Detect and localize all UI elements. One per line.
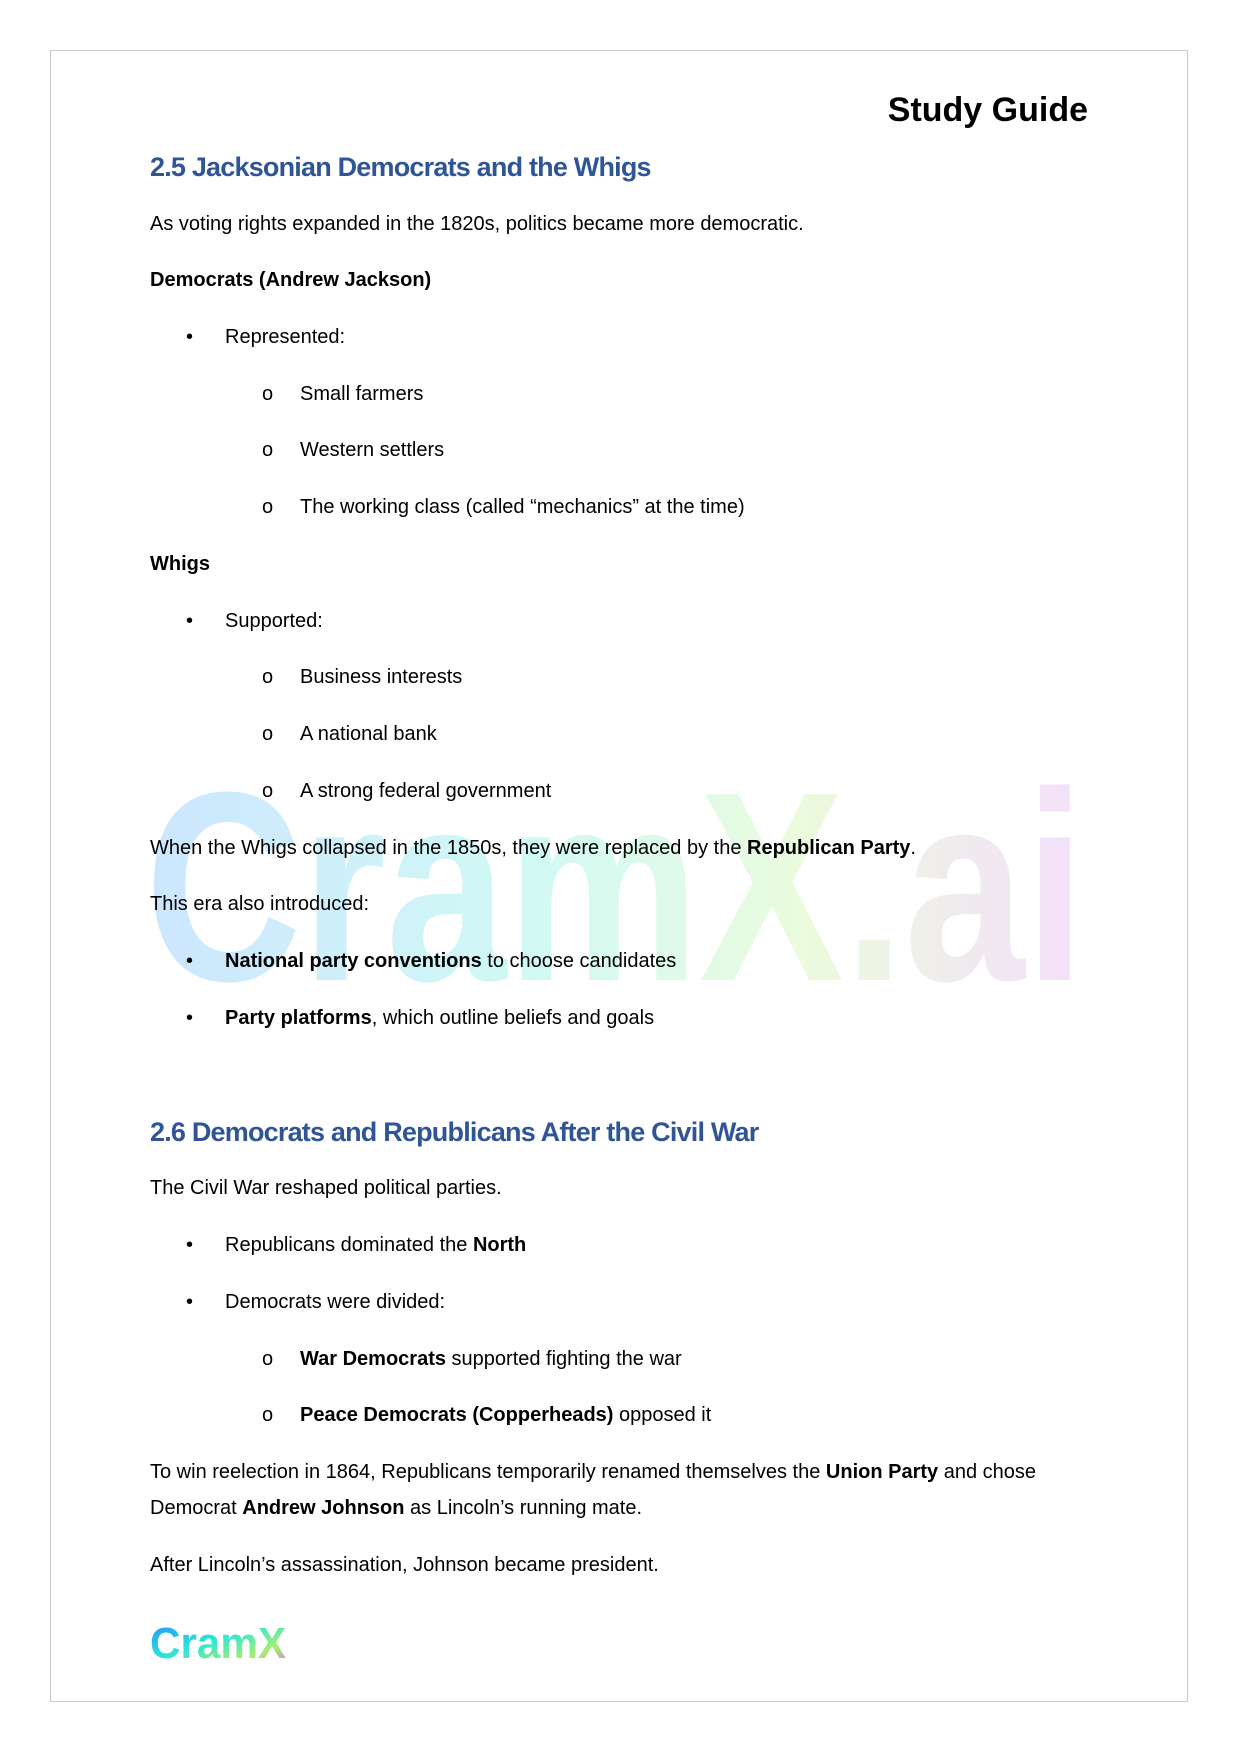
bullet-icon: • [186, 1234, 194, 1256]
list-item: Republicans dominated the North [225, 1234, 527, 1256]
supported-label: Supported: [225, 610, 323, 632]
page-title: Study Guide [887, 91, 1088, 129]
sub-bullet-icon: o [262, 666, 274, 688]
reelection-text: To win reelection in 1864, Republicans temporarily renamed themselves the Union Party and chose [150, 1461, 1037, 1483]
list-item: Western settlers [300, 439, 445, 461]
list-item: Party platforms, which outline beliefs and goals [225, 1007, 655, 1029]
whigs-label: Whigs [150, 553, 210, 575]
list-item: A strong federal government [300, 780, 552, 802]
list-item: Democrats were divided: [225, 1291, 446, 1313]
list-item: Business interests [300, 666, 463, 688]
assassination-text: After Lincoln’s assassination, Johnson became president. [150, 1554, 659, 1576]
sub-bullet-icon: o [262, 1348, 274, 1370]
bullet-icon: • [186, 610, 194, 632]
intro-text: The Civil War reshaped political parties. [150, 1177, 502, 1199]
bullet-icon: • [186, 950, 194, 972]
bullet-icon: • [186, 326, 194, 348]
sub-bullet-icon: o [262, 496, 274, 518]
list-item: A national bank [300, 723, 437, 745]
reelection-text-cont: Democrat Andrew Johnson as Lincoln’s running mate. [150, 1497, 643, 1519]
whigs-collapse-text: When the Whigs collapsed in the 1850s, they were replaced by the Republican Party. [150, 837, 916, 859]
bullet-icon: • [186, 1007, 194, 1029]
era-text: This era also introduced: [150, 893, 370, 915]
list-item: Peace Democrats (Copperheads) opposed it [300, 1404, 712, 1426]
bullet-icon: • [186, 1291, 194, 1313]
sub-bullet-icon: o [262, 439, 274, 461]
svg-text:CramX.ai: CramX.ai [145, 755, 1085, 995]
section-heading-2-5: 2.5 Jacksonian Democrats and the Whigs [150, 152, 651, 182]
list-item: National party conventions to choose candidates [225, 950, 677, 972]
cramx-logo [150, 1618, 290, 1668]
list-item: War Democrats supported fighting the war [300, 1348, 682, 1370]
democrats-label: Democrats (Andrew Jackson) [150, 269, 432, 291]
list-item: The working class (called “mechanics” at the time) [300, 496, 745, 518]
sub-bullet-icon: o [262, 723, 274, 745]
represented-label: Represented: [225, 326, 346, 348]
page-frame [50, 50, 1188, 1702]
sub-bullet-icon: o [262, 383, 274, 405]
section-heading-2-6: 2.6 Democrats and Republicans After the Civil War [150, 1117, 759, 1147]
sub-bullet-icon: o [262, 780, 274, 802]
svg-text:CramX: CramX [150, 1619, 286, 1668]
intro-text: As voting rights expanded in the 1820s, politics became more democratic. [150, 213, 804, 235]
sub-bullet-icon: o [262, 1404, 274, 1426]
list-item: Small farmers [300, 383, 424, 405]
